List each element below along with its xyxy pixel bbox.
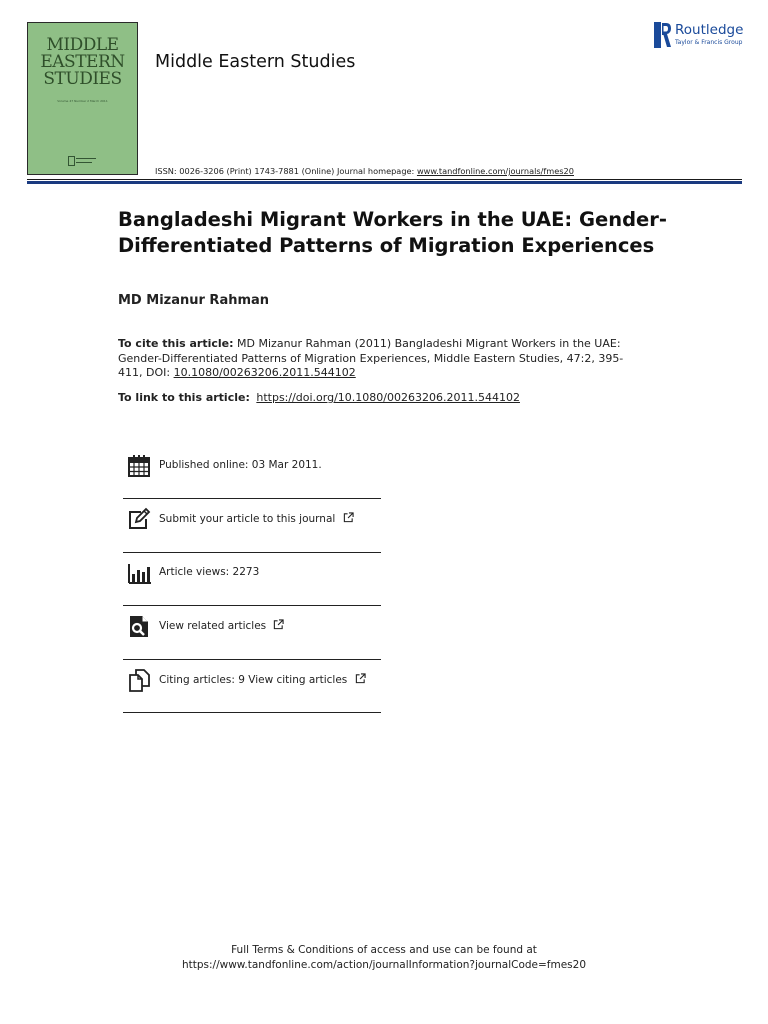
citing-articles-label: Citing articles: 9 View citing articles — [159, 673, 348, 686]
citation-block — [118, 337, 638, 381]
routledge-logo-icon — [654, 22, 672, 48]
header-divider-thin — [27, 179, 742, 180]
cover-meta: Volume 47 Number 2 March 2011 — [57, 99, 108, 103]
footer-line-1: Full Terms & Conditions of access and use can be found at — [231, 944, 537, 956]
journal-homepage-link[interactable]: www.tandfonline.com/journals/fmes20 — [416, 166, 574, 176]
bar-chart-icon — [127, 561, 151, 585]
cover-title-line-1: MIDDLE — [46, 35, 119, 55]
publisher-subtitle: Taylor & Francis Group — [675, 39, 743, 46]
calendar-icon — [127, 454, 151, 478]
publisher-name: Routledge — [675, 22, 744, 38]
article-link-line — [118, 391, 520, 404]
search-document-icon — [127, 614, 151, 638]
external-link-icon — [355, 673, 366, 684]
submit-article-link[interactable] — [159, 512, 354, 525]
cover-title — [28, 37, 137, 88]
copy-documents-icon — [127, 668, 151, 692]
cover-title-line-3: STUDIES — [43, 69, 122, 89]
published-online-text: Published online: 03 Mar 2011. — [159, 459, 322, 471]
edit-icon — [127, 507, 151, 531]
view-related-articles-link[interactable] — [159, 619, 284, 632]
citation-label: To cite this article: — [118, 337, 234, 350]
related-articles-row[interactable] — [123, 606, 381, 660]
external-link-icon — [343, 512, 354, 523]
journal-cover-image — [27, 22, 138, 175]
article-doi-url[interactable]: https://doi.org/10.1080/00263206.2011.544102 — [256, 391, 520, 404]
citing-articles-row[interactable] — [123, 660, 381, 714]
article-title: Bangladeshi Migrant Workers in the UAE: Gender-Differentiated Patterns of Migration Experiences — [118, 208, 667, 257]
article-views-text: Article views: 2273 — [159, 565, 260, 578]
article-views-row — [123, 553, 381, 607]
article-author: MD Mizanur Rahman — [118, 293, 270, 308]
footer-terms-url[interactable]: https://www.tandfonline.com/action/journalInformation?journalCode=fmes20 — [181, 959, 587, 971]
journal-title: Middle Eastern Studies — [155, 52, 356, 72]
issn-line — [155, 166, 574, 176]
external-link-icon — [273, 619, 284, 630]
view-related-articles-label: View related articles — [159, 620, 267, 632]
submit-article-row[interactable] — [123, 499, 381, 553]
citation-doi-link[interactable]: 10.1080/00263206.2011.544102 — [173, 366, 356, 379]
view-citing-articles-link[interactable] — [159, 673, 366, 686]
article-link-label: To link to this article: — [118, 391, 250, 404]
cover-title-line-2: EASTERN — [40, 52, 125, 72]
issn-text: ISSN: 0026-3206 (Print) 1743-7881 (Online) Journal homepage: — [155, 166, 415, 176]
terms-footer — [0, 943, 768, 973]
submit-article-label: Submit your article to this journal — [159, 513, 336, 525]
cover-publisher-mark — [68, 156, 98, 168]
published-online-row — [123, 446, 381, 499]
citation-text: MD Mizanur Rahman (2011) Bangladeshi Migrant Workers in the UAE: Gender-Differentiated Patterns of Migration Experiences, Middle Eastern Studies, 47:2, 395-411, DOI: — [118, 337, 624, 379]
article-info-list — [123, 446, 381, 713]
publisher-logo — [654, 22, 749, 50]
header-divider-thick — [27, 181, 742, 184]
